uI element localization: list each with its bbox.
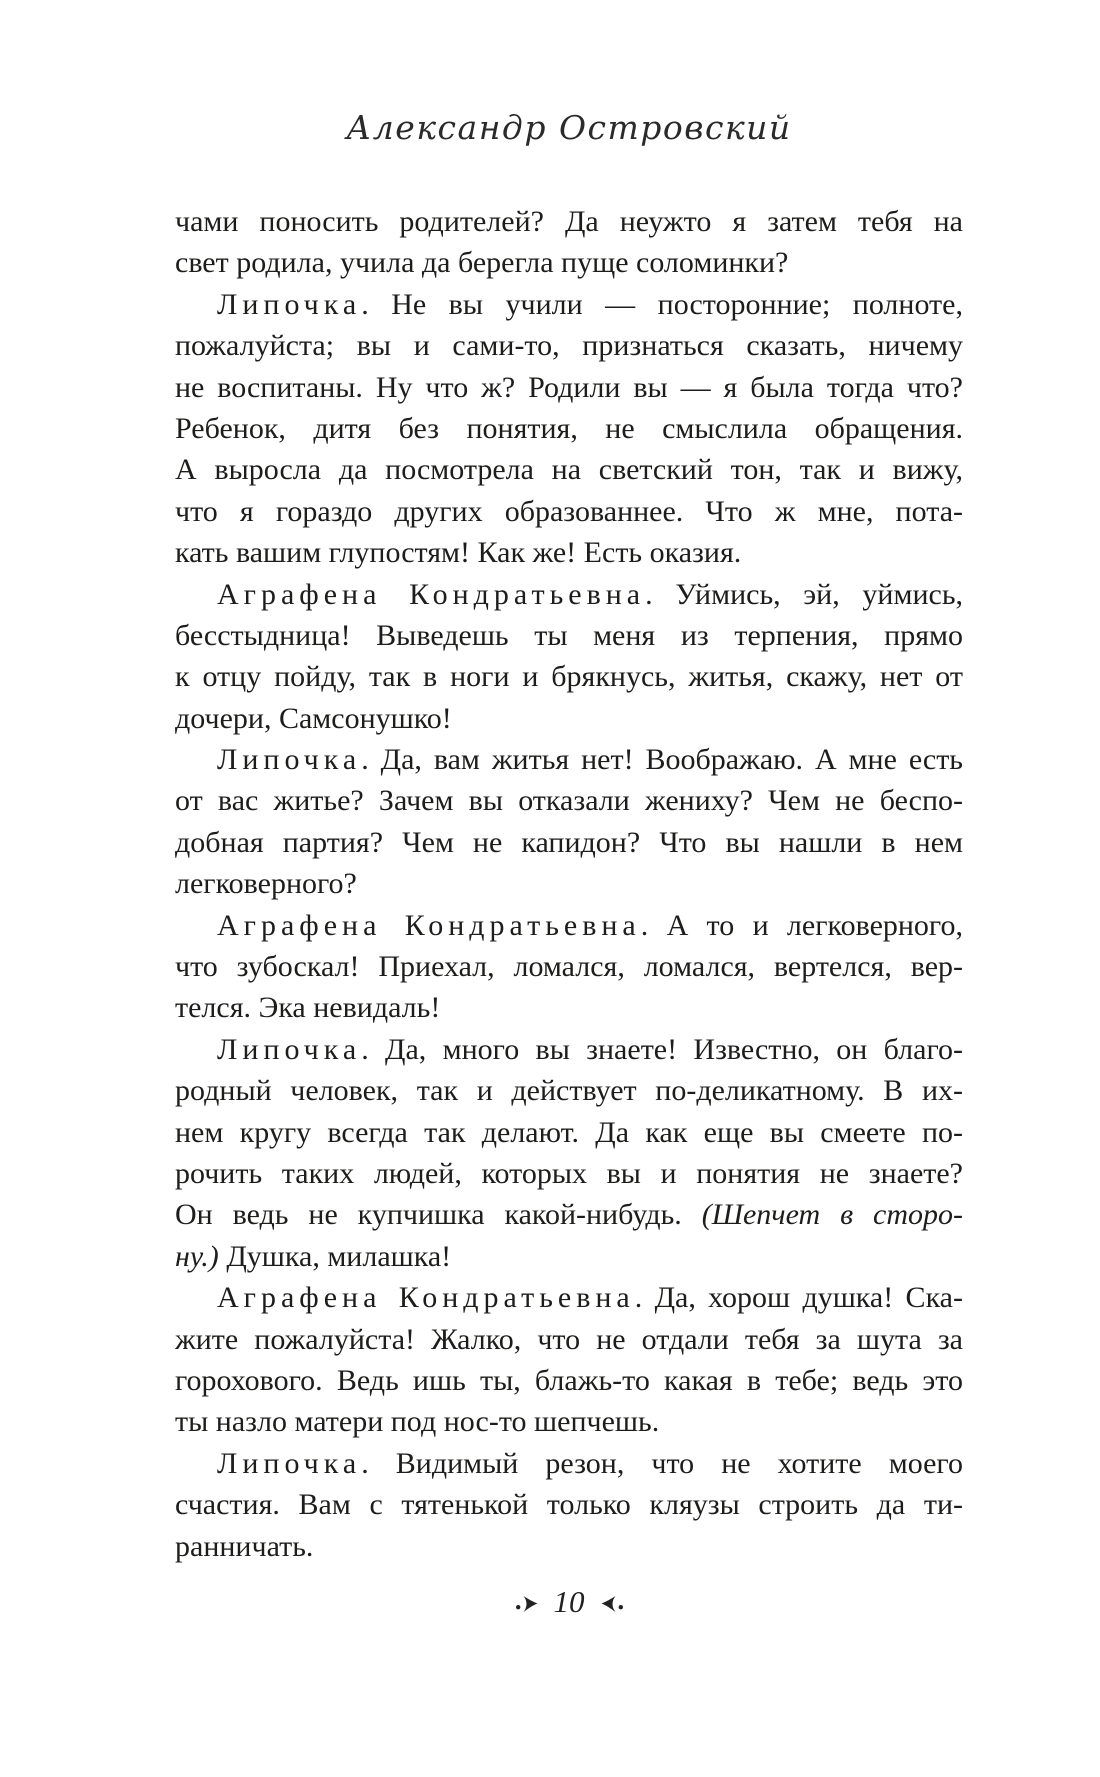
text-line [175, 1236, 963, 1277]
character-name: Липочка [217, 1446, 362, 1480]
text-line [175, 408, 963, 449]
speech-text: Он ведь не купчишка какой-нибудь. [175, 1198, 702, 1232]
character-name: Аграфена Кондратьевна [217, 1281, 635, 1315]
speech-text: кать вашим глупостям! Как же! Есть оказия. [175, 536, 742, 570]
text-line [175, 325, 963, 366]
text-line [175, 1484, 963, 1525]
text-line [175, 1029, 963, 1070]
speech-text: . Уймись, эй, уймись, [645, 577, 963, 611]
text-line [175, 201, 963, 242]
text-line [175, 615, 963, 656]
character-name: Липочка [217, 287, 362, 321]
stage-direction: ну.) [175, 1239, 219, 1273]
speech-text: Душка, милашка! [218, 1239, 452, 1273]
text-line [175, 1070, 963, 1111]
text-line [175, 1277, 963, 1318]
text-line [175, 449, 963, 490]
text-line [175, 739, 963, 780]
speech-text: телся. Эка невидаль! [175, 991, 441, 1025]
text-line [175, 1153, 963, 1194]
speech-text: Ребенок, дитя без понятия, не смыслила обращения. [175, 411, 963, 445]
speech-text: горохового. Ведь ишь ты, блажь-то какая в тебе; ведь это [175, 1363, 963, 1397]
speech-text: ты назло матери под нос-то шепчешь. [175, 1405, 660, 1439]
speech-text: к отцу пойду, так в ноги и брякнусь, житья, скажу, нет от [175, 660, 963, 694]
ornament-arrow-right-icon [515, 1594, 540, 1614]
text-line [175, 1526, 963, 1567]
character-name: Аграфена Кондратьевна [217, 577, 646, 611]
text-line [175, 863, 963, 904]
speech-text: ранничать. [175, 1529, 314, 1563]
text-line [175, 780, 963, 821]
speech-text: . А то и легковерного, [640, 908, 963, 942]
speech-text: рочить таких людей, которых вы и понятия не знаете? [175, 1156, 963, 1190]
speech-text: чами поносить родителей? Да неужто я затем тебя на [175, 205, 963, 238]
speech-text: легковерного? [175, 867, 357, 901]
text-line [175, 1319, 963, 1360]
running-head-author: Александр Островский [346, 108, 792, 147]
text-line [175, 822, 963, 863]
speech-text: . Да, вам житья нет! Воображаю. А мне есть [361, 743, 963, 777]
text-line [175, 284, 963, 325]
text-line [175, 1443, 963, 1484]
speech-text: добная партия? Чем не капидон? Что вы нашли в нем [175, 825, 963, 859]
text-line [175, 1112, 963, 1153]
speech-text: не воспитаны. Ну что ж? Родили вы — я была тогда что? [175, 370, 963, 404]
text-line [175, 532, 963, 573]
text-line [175, 491, 963, 532]
text-line [175, 574, 963, 615]
text-line [175, 1360, 963, 1401]
speech-text: свет родила, учила да берегла пуще соломинки? [175, 246, 789, 280]
character-name: Липочка [217, 1032, 362, 1066]
character-name: Липочка [217, 743, 362, 777]
speech-text: . Да, хорош душка! Ска- [634, 1281, 963, 1315]
speech-text: . Да, много вы знаете! Известно, он благо- [361, 1032, 963, 1066]
text-line [175, 367, 963, 408]
page-footer [175, 1586, 963, 1621]
page-text [175, 201, 963, 1567]
text-line [175, 242, 963, 283]
text-line [175, 1194, 963, 1235]
speech-text: . Не вы учили — посторонние; полноте, [361, 287, 963, 321]
text-line [175, 1401, 963, 1442]
speech-text: . Видимый резон, что не хотите моего [361, 1446, 963, 1480]
ornament-arrow-left-icon [599, 1594, 624, 1614]
stage-direction: (Шепчет в сторо- [701, 1198, 964, 1232]
speech-text: жите пожалуйста! Жалко, что не отдали тебя за шута за [175, 1322, 963, 1356]
speech-text: пожалуйста; вы и сами-то, признаться сказать, ничему [175, 329, 963, 363]
speech-text: дочери, Самсонушко! [175, 701, 452, 735]
page-number: 10 [553, 1584, 585, 1619]
speech-text: родный человек, так и действует по-деликатному. В их- [175, 1074, 963, 1108]
speech-text: от вас житье? Зачем вы отказали жениху? Чем не беспо- [175, 784, 963, 818]
speech-text: что зубоскал! Приехал, ломался, ломался, вертелся, вер- [175, 950, 963, 984]
text-line [175, 698, 963, 739]
speech-text: бесстыдница! Выведешь ты меня из терпения, прямо [175, 618, 963, 652]
text-line [175, 656, 963, 697]
text-line [175, 946, 963, 987]
speech-text: что я гораздо других образованнее. Что ж мне, пота- [175, 494, 963, 528]
text-line [175, 905, 963, 946]
text-line [175, 987, 963, 1028]
character-name: Аграфена Кондратьевна [217, 908, 641, 942]
speech-text: А выросла да посмотрела на светский тон, так и вижу, [175, 453, 963, 487]
speech-text: нем кругу всегда так делают. Да как еще вы смеете по- [175, 1115, 963, 1149]
speech-text: счастия. Вам с тятенькой только кляузы строить да ти- [175, 1488, 963, 1522]
